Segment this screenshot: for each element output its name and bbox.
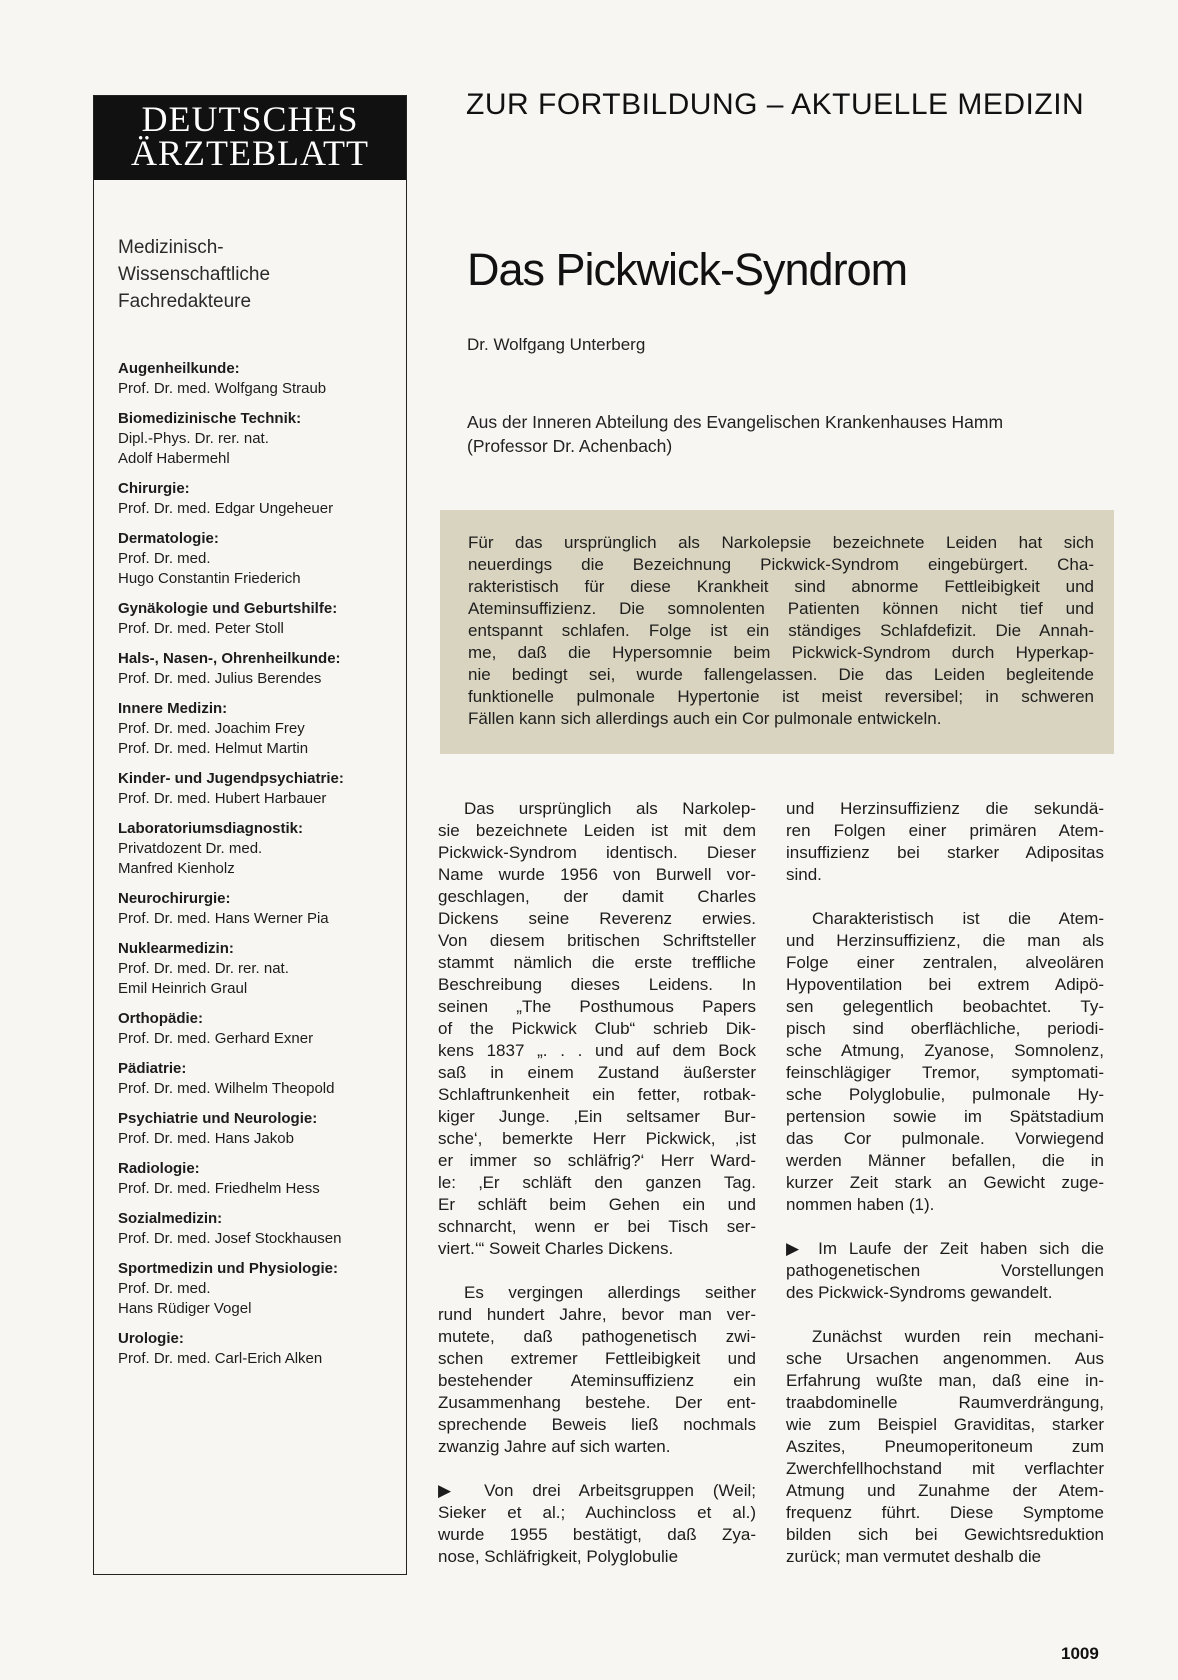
department-list bbox=[118, 359, 406, 1369]
article-title: Das Pickwick-Syndrom bbox=[467, 244, 908, 295]
department-editor: Emil Heinrich Graul bbox=[118, 980, 248, 997]
masthead-line-1: DEUTSCHES bbox=[141, 99, 359, 139]
department-name: Chirurgie: bbox=[118, 480, 190, 497]
body-line: zurück; man vermutet deshalb die bbox=[786, 1547, 1042, 1566]
department-entry bbox=[118, 889, 406, 929]
body-line: Charakteristisch ist die Atem- bbox=[812, 909, 1104, 928]
editors-sidebar bbox=[93, 95, 407, 1575]
department-entry bbox=[118, 1059, 406, 1099]
department-editor: Hans Rüdiger Vogel bbox=[118, 1300, 252, 1317]
body-line: Sieker et al.; Auchincloss et al.) bbox=[438, 1503, 756, 1522]
abstract-line: neuerdings die Bezeichnung Pickwick-Syndrom eingebürgert. Cha- bbox=[468, 555, 1094, 574]
body-line: Von diesem britischen Schriftsteller bbox=[438, 931, 756, 950]
body-line: rund hundert Jahre, bevor man ver- bbox=[438, 1305, 756, 1324]
body-line: ▶ Im Laufe der Zeit haben sich die bbox=[786, 1239, 1104, 1258]
department-entry bbox=[118, 409, 406, 469]
body-line: wurde 1955 bestätigt, daß Zya- bbox=[438, 1525, 756, 1544]
department-editor: Prof. Dr. med. Julius Berendes bbox=[118, 670, 322, 687]
department-entry bbox=[118, 529, 406, 589]
body-line: stammt nämlich die erste treffliche bbox=[438, 953, 756, 972]
body-line: Name wurde 1956 von Burwell vor- bbox=[438, 865, 756, 884]
body-line: feinschlägiger Tremor, symptomati- bbox=[786, 1063, 1104, 1082]
body-paragraph bbox=[786, 798, 1104, 886]
department-name: Laboratoriumsdiagnostik: bbox=[118, 820, 304, 837]
body-line: bilden sich bei Gewichtsreduktion bbox=[786, 1525, 1104, 1544]
body-line: nose, Schläfrigkeit, Polyglobulie bbox=[438, 1547, 679, 1566]
body-line: schen extremer Fettleibigkeit und bbox=[438, 1349, 756, 1368]
journal-masthead bbox=[94, 96, 406, 180]
body-line: Er schläft beim Gehen ein und bbox=[438, 1195, 756, 1214]
body-line: pathogenetischen Vorstellungen bbox=[786, 1261, 1104, 1280]
body-line: Es vergingen allerdings seither bbox=[464, 1283, 756, 1302]
body-line: sche Polyglobulie, pulmonale Hy- bbox=[786, 1085, 1104, 1104]
department-editor: Prof. Dr. med. Hubert Harbauer bbox=[118, 790, 327, 807]
body-column-1 bbox=[438, 798, 756, 1590]
department-editor: Privatdozent Dr. med. bbox=[118, 840, 263, 857]
body-paragraph bbox=[438, 1480, 756, 1568]
department-editor: Hugo Constantin Friederich bbox=[118, 570, 301, 587]
body-line: Folge einer zentralen, alveolären bbox=[786, 953, 1104, 972]
body-line: sche‘, bemerkte Herr Pickwick, ‚ist bbox=[438, 1129, 756, 1148]
body-line: kens 1837 „. . . und auf dem Bock bbox=[438, 1041, 756, 1060]
department-name: Augenheilkunde: bbox=[118, 360, 240, 377]
body-line: Schlaftrunkenheit ein fetter, rotbak- bbox=[438, 1085, 756, 1104]
department-editor: Prof. Dr. med. Josef Stockhausen bbox=[118, 1230, 342, 1247]
department-editor: Prof. Dr. med. Edgar Ungeheuer bbox=[118, 500, 334, 517]
body-line: saß in einem Zustand äußerster bbox=[438, 1063, 756, 1082]
body-line: wie zum Beispiel Graviditas, starker bbox=[786, 1415, 1104, 1434]
department-editor: Prof. Dr. med. bbox=[118, 550, 211, 567]
body-line: viert.‘“ Soweit Charles Dickens. bbox=[438, 1239, 674, 1258]
department-entry bbox=[118, 599, 406, 639]
body-line: das Cor pulmonale. Vorwiegend bbox=[786, 1129, 1104, 1148]
body-line: sprechende Beweis ließ nochmals bbox=[438, 1415, 756, 1434]
department-editor: Prof. Dr. med. Joachim Frey bbox=[118, 720, 305, 737]
body-line: Hypoventilation bei extrem Adipö- bbox=[786, 975, 1104, 994]
body-line: Pickwick-Syndrom identisch. Dieser bbox=[438, 843, 756, 862]
abstract-line: Für das ursprünglich als Narkolepsie bezeichnete Leiden hat sich bbox=[468, 533, 1094, 552]
body-line: schnarcht, wenn er bei Tisch ser- bbox=[438, 1217, 756, 1236]
body-line: sche Ursachen angenommen. Aus bbox=[786, 1349, 1104, 1368]
department-name: Orthopädie: bbox=[118, 1010, 203, 1027]
department-name: Urologie: bbox=[118, 1330, 184, 1347]
affiliation-line: Aus der Inneren Abteilung des Evangelischen Krankenhauses Hamm bbox=[467, 412, 1004, 432]
body-paragraph bbox=[438, 1282, 756, 1458]
department-editor: Prof. Dr. med. bbox=[118, 1280, 211, 1297]
body-line: Atmung und Zunahme der Atem- bbox=[786, 1481, 1104, 1500]
department-editor: Dipl.-Phys. Dr. rer. nat. bbox=[118, 430, 269, 447]
body-line: nommen haben (1). bbox=[786, 1195, 935, 1214]
body-line: des Pickwick-Syndroms gewandelt. bbox=[786, 1283, 1053, 1302]
body-line: Beschreibung dieses Leidens. In bbox=[438, 975, 756, 994]
editors-heading bbox=[118, 234, 406, 315]
abstract-line: entspannt schlafen. Folge ist ein ständiges Schlafdefizit. Die Annah- bbox=[468, 621, 1094, 640]
department-entry bbox=[118, 1259, 406, 1319]
body-line: Zusammenhang bestehe. Der ent- bbox=[438, 1393, 756, 1412]
article-author: Dr. Wolfgang Unterberg bbox=[467, 335, 646, 354]
department-entry bbox=[118, 1109, 406, 1149]
department-entry bbox=[118, 479, 406, 519]
body-paragraph bbox=[786, 1326, 1104, 1568]
department-editor: Prof. Dr. med. Carl-Erich Alken bbox=[118, 1350, 323, 1367]
body-line: sie bezeichnete Leiden ist mit dem bbox=[438, 821, 756, 840]
department-entry bbox=[118, 1329, 406, 1369]
body-line: traabdominelle Raumverdrängung, bbox=[786, 1393, 1104, 1412]
department-editor: Prof. Dr. med. Peter Stoll bbox=[118, 620, 284, 637]
department-name: Biomedizinische Technik: bbox=[118, 410, 302, 427]
body-line: werden Männer befallen, die in bbox=[786, 1151, 1104, 1170]
body-line: Das ursprünglich als Narkolep- bbox=[464, 799, 756, 818]
abstract-box bbox=[440, 510, 1114, 754]
body-line: Dickens seine Reverenz erwies. bbox=[438, 909, 756, 928]
department-name: Dermatologie: bbox=[118, 530, 219, 547]
editors-heading-line: Wissenschaftliche bbox=[118, 264, 271, 285]
body-line: und Herzinsuffizienz, die man als bbox=[786, 931, 1104, 950]
department-entry bbox=[118, 649, 406, 689]
department-entry bbox=[118, 769, 406, 809]
department-entry bbox=[118, 699, 406, 759]
masthead-line-2: ÄRZTEBLATT bbox=[131, 133, 369, 173]
department-editor: Adolf Habermehl bbox=[118, 450, 230, 467]
body-line: pertension sowie im Spätstadium bbox=[786, 1107, 1104, 1126]
department-name: Neurochirurgie: bbox=[118, 890, 231, 907]
department-editor: Prof. Dr. med. Friedhelm Hess bbox=[118, 1180, 320, 1197]
body-line: zwanzig Jahre auf sich warten. bbox=[438, 1437, 671, 1456]
body-line: ▶ Von drei Arbeitsgruppen (Weil; bbox=[438, 1481, 756, 1500]
body-line: kiger Junge. ‚Ein seltsamer Bur- bbox=[438, 1107, 756, 1126]
body-paragraph bbox=[438, 798, 756, 1260]
body-line: kurzer Zeit stark an Gewicht zuge- bbox=[786, 1173, 1104, 1192]
department-name: Hals-, Nasen-, Ohrenheilkunde: bbox=[118, 650, 341, 667]
abstract-line: Fällen kann sich allerdings auch ein Cor pulmonale entwickeln. bbox=[468, 709, 942, 728]
body-line: insuffizienz bei starker Adipositas bbox=[786, 843, 1104, 862]
editors-heading-line: Medizinisch- bbox=[118, 237, 224, 258]
department-editor: Prof. Dr. med. Wolfgang Straub bbox=[118, 380, 327, 397]
body-line: ren Folgen einer primären Atem- bbox=[786, 821, 1104, 840]
body-line: bestehender Ateminsuffizienz ein bbox=[438, 1371, 756, 1390]
abstract-line: me, daß die Hypersomnie beim Pickwick-Syndrom durch Hyperkap- bbox=[468, 643, 1094, 662]
department-editor: Manfred Kienholz bbox=[118, 860, 235, 877]
body-line: Aszites, Pneumoperitoneum zum bbox=[786, 1437, 1104, 1456]
body-line: sind. bbox=[786, 865, 822, 884]
affiliation-line: (Professor Dr. Achenbach) bbox=[467, 436, 673, 456]
body-line: mutete, daß pathogenetisch zwi- bbox=[438, 1327, 756, 1346]
editors-heading-line: Fachredakteure bbox=[118, 291, 252, 312]
department-editor: Prof. Dr. med. Wilhelm Theopold bbox=[118, 1080, 335, 1097]
department-entry bbox=[118, 819, 406, 879]
department-name: Sportmedizin und Physiologie: bbox=[118, 1260, 339, 1277]
abstract-line: rakteristisch für diese Krankheit sind abnorme Fettleibigkeit und bbox=[468, 577, 1094, 596]
department-name: Radiologie: bbox=[118, 1160, 200, 1177]
department-name: Kinder- und Jugendpsychiatrie: bbox=[118, 770, 344, 787]
department-entry bbox=[118, 939, 406, 999]
abstract-line: nie bedingt sei, wurde fallengelassen. Die das Leiden begleitende bbox=[468, 665, 1094, 684]
body-line: sen gelegentlich beobachtet. Ty- bbox=[786, 997, 1104, 1016]
department-name: Innere Medizin: bbox=[118, 700, 228, 717]
body-line: pisch sind oberflächliche, periodi- bbox=[786, 1019, 1104, 1038]
body-line: geschlagen, der damit Charles bbox=[438, 887, 756, 906]
body-paragraph bbox=[786, 908, 1104, 1216]
body-line: Zwerchfellhochstand mit verflachter bbox=[786, 1459, 1104, 1478]
body-column-2 bbox=[786, 798, 1104, 1590]
department-entry bbox=[118, 1209, 406, 1249]
body-line: of the Pickwick Club“ schrieb Dik- bbox=[438, 1019, 756, 1038]
department-entry bbox=[118, 1009, 406, 1049]
department-entry bbox=[118, 359, 406, 399]
section-title: ZUR FORTBILDUNG – AKTUELLE MEDIZIN bbox=[466, 88, 1085, 121]
department-editor: Prof. Dr. med. Hans Werner Pia bbox=[118, 910, 329, 927]
department-name: Psychiatrie und Neurologie: bbox=[118, 1110, 318, 1127]
body-line: Zunächst wurden rein mechani- bbox=[812, 1327, 1104, 1346]
body-line: frequenz führt. Diese Symptome bbox=[786, 1503, 1104, 1522]
article-affiliation bbox=[467, 410, 1107, 458]
abstract-line: funktionelle pulmonale Hypertonie ist meist reversibel; in schweren bbox=[468, 687, 1094, 706]
body-line: sche Atmung, Zyanose, Somnolenz, bbox=[786, 1041, 1104, 1060]
department-editor: Prof. Dr. med. Dr. rer. nat. bbox=[118, 960, 289, 977]
department-editor: Prof. Dr. med. Gerhard Exner bbox=[118, 1030, 314, 1047]
department-name: Sozialmedizin: bbox=[118, 1210, 223, 1227]
department-entry bbox=[118, 1159, 406, 1199]
department-editor: Prof. Dr. med. Hans Jakob bbox=[118, 1130, 294, 1147]
department-name: Gynäkologie und Geburtshilfe: bbox=[118, 600, 338, 617]
body-line: er immer so schläfrig?‘ Herr Ward- bbox=[438, 1151, 756, 1170]
body-line: seinen „The Posthumous Papers bbox=[438, 997, 756, 1016]
page-number: 1009 bbox=[1061, 1644, 1099, 1663]
body-paragraph bbox=[786, 1238, 1104, 1304]
department-name: Pädiatrie: bbox=[118, 1060, 187, 1077]
body-line: le: ‚Er schläft den ganzen Tag. bbox=[438, 1173, 756, 1192]
abstract-line: Ateminsuffizienz. Die somnolenten Patienten können nicht tief und bbox=[468, 599, 1094, 618]
body-line: Erfahrung wußte man, daß eine in- bbox=[786, 1371, 1104, 1390]
department-editor: Prof. Dr. med. Helmut Martin bbox=[118, 740, 309, 757]
department-name: Nuklearmedizin: bbox=[118, 940, 234, 957]
body-line: und Herzinsuffizienz die sekundä- bbox=[786, 799, 1104, 818]
